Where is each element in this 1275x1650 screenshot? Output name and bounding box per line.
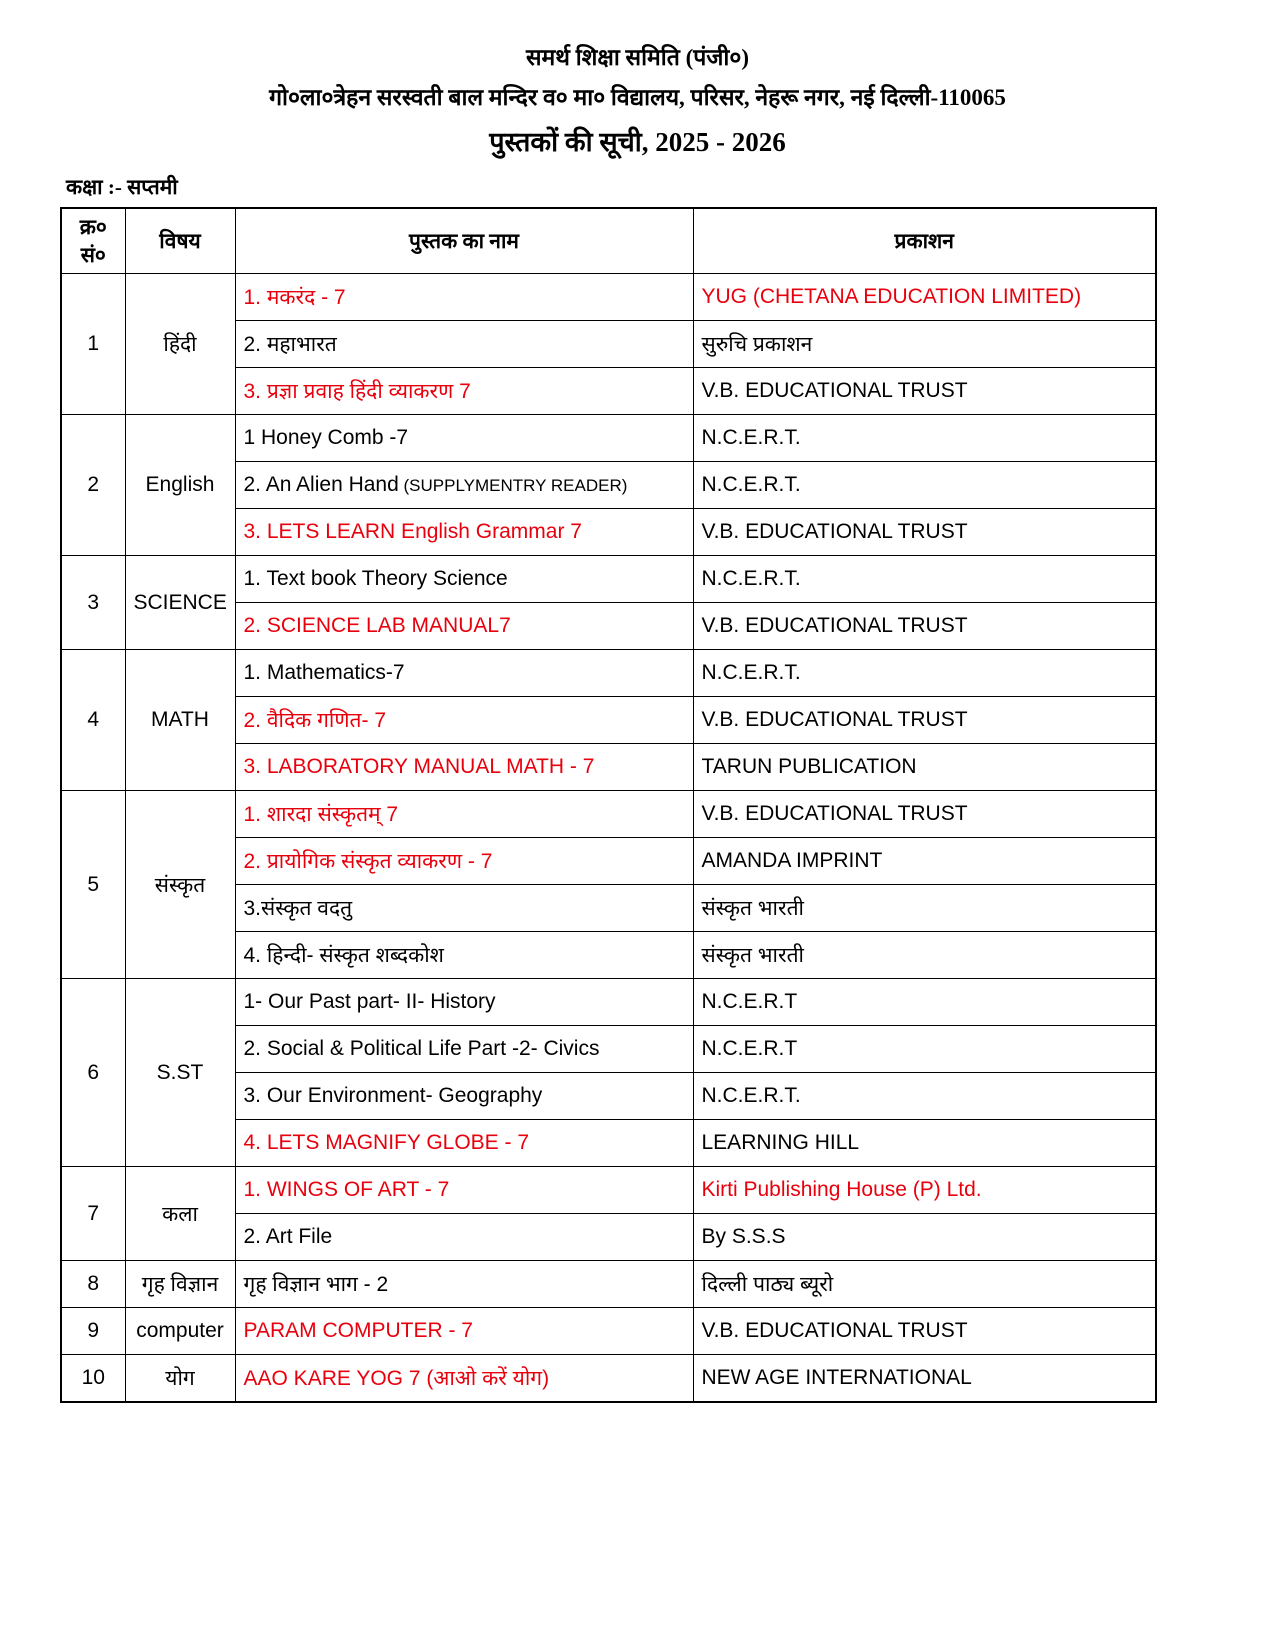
cell-book-name: 3.संस्कृत वदतु: [235, 885, 693, 932]
cell-publisher: संस्कृत भारती: [693, 932, 1156, 979]
cell-subject: हिंदी: [125, 274, 235, 415]
cell-serial-number: 7: [61, 1167, 125, 1261]
cell-subject: कला: [125, 1167, 235, 1261]
cell-subject: computer: [125, 1308, 235, 1355]
society-name: समर्थ शिक्षा समिति (पंजी०): [526, 45, 749, 70]
cell-book-name: 1. शारदा संस्कृतम् 7: [235, 791, 693, 838]
cell-publisher: By S.S.S: [693, 1214, 1156, 1261]
table-row: [61, 1308, 1156, 1355]
cell-publisher: N.C.E.R.T: [693, 1026, 1156, 1073]
document-title: पुस्तकों की सूची, 2025 - 2026: [489, 127, 786, 157]
cell-subject: MATH: [125, 650, 235, 791]
cell-book-name: 2. प्रायोगिक संस्कृत व्याकरण - 7: [235, 838, 693, 885]
table-body: [61, 274, 1156, 1403]
cell-publisher: N.C.E.R.T.: [693, 556, 1156, 603]
cell-subject: SCIENCE: [125, 556, 235, 650]
cell-subject: S.ST: [125, 979, 235, 1167]
cell-book-name: [235, 462, 693, 509]
cell-book-name: 4. हिन्दी- संस्कृत शब्दकोश: [235, 932, 693, 979]
cell-book-name: 2. महाभारत: [235, 321, 693, 368]
cell-book-name: 2. Social & Political Life Part -2- Civics: [235, 1026, 693, 1073]
cell-book-name: AAO KARE YOG 7 (आओ करें योग): [235, 1355, 693, 1403]
cell-publisher: N.C.E.R.T: [693, 979, 1156, 1026]
table-row: [61, 979, 1156, 1026]
cell-publisher: Kirti Publishing House (P) Ltd.: [693, 1167, 1156, 1214]
cell-publisher: LEARNING HILL: [693, 1120, 1156, 1167]
cell-publisher: N.C.E.R.T.: [693, 1073, 1156, 1120]
cell-book-name: 3. Our Environment- Geography: [235, 1073, 693, 1120]
cell-book-name: 3. LABORATORY MANUAL MATH - 7: [235, 744, 693, 791]
cell-subject: संस्कृत: [125, 791, 235, 979]
cell-subject: English: [125, 415, 235, 556]
cell-serial-number: 9: [61, 1308, 125, 1355]
cell-publisher: N.C.E.R.T.: [693, 650, 1156, 697]
cell-publisher: सुरुचि प्रकाशन: [693, 321, 1156, 368]
cell-serial-number: 2: [61, 415, 125, 556]
cell-publisher: दिल्ली पाठ्य ब्यूरो: [693, 1261, 1156, 1308]
cell-book-name: PARAM COMPUTER - 7: [235, 1308, 693, 1355]
cell-book-name: 3. LETS LEARN English Grammar 7: [235, 509, 693, 556]
cell-book-name: 1. Text book Theory Science: [235, 556, 693, 603]
cell-book-name: 2. वैदिक गणित- 7: [235, 697, 693, 744]
cell-publisher: V.B. EDUCATIONAL TRUST: [693, 368, 1156, 415]
cell-serial-number: 8: [61, 1261, 125, 1308]
table-row: [61, 274, 1156, 321]
cell-publisher: V.B. EDUCATIONAL TRUST: [693, 509, 1156, 556]
cell-serial-number: 4: [61, 650, 125, 791]
cell-publisher: NEW AGE INTERNATIONAL: [693, 1355, 1156, 1403]
cell-publisher: V.B. EDUCATIONAL TRUST: [693, 697, 1156, 744]
cell-serial-number: 5: [61, 791, 125, 979]
school-name: गो०ला०त्रेह‍न सरस्वती बाल मन्दिर व० मा० विद्यालय, परिसर, नेहरू नगर, नई दिल्ली-110065: [269, 85, 1006, 110]
cell-publisher: N.C.E.R.T.: [693, 462, 1156, 509]
book-name-text: 2. An Alien Hand: [243, 473, 399, 496]
column-header-publisher: प्रकाशन: [693, 208, 1156, 274]
cell-publisher: संस्कृत भारती: [693, 885, 1156, 932]
cell-book-name: 1. Mathematics-7: [235, 650, 693, 697]
cell-serial-number: 1: [61, 274, 125, 415]
cell-book-name: 1 Honey Comb -7: [235, 415, 693, 462]
cell-subject: गृह विज्ञान: [125, 1261, 235, 1308]
cell-book-name: 3. प्रज्ञा प्रवाह हिंदी व्याकरण 7: [235, 368, 693, 415]
cell-publisher: AMANDA IMPRINT: [693, 838, 1156, 885]
cell-publisher: N.C.E.R.T.: [693, 415, 1156, 462]
cell-serial-number: 3: [61, 556, 125, 650]
table-row: [61, 1167, 1156, 1214]
book-name-note: (SUPPLYMENTRY READER): [398, 476, 628, 495]
table-row: [61, 556, 1156, 603]
cell-publisher: YUG (CHETANA EDUCATION LIMITED): [693, 274, 1156, 321]
cell-publisher: V.B. EDUCATIONAL TRUST: [693, 791, 1156, 838]
document-header: [60, 40, 1215, 159]
cell-publisher: TARUN PUBLICATION: [693, 744, 1156, 791]
cell-book-name: 4. LETS MAGNIFY GLOBE - 7: [235, 1120, 693, 1167]
table-header-row: [61, 208, 1156, 274]
table-row: [61, 650, 1156, 697]
cell-publisher: V.B. EDUCATIONAL TRUST: [693, 603, 1156, 650]
cell-publisher: V.B. EDUCATIONAL TRUST: [693, 1308, 1156, 1355]
column-header-subject: विषय: [125, 208, 235, 274]
cell-subject: योग: [125, 1355, 235, 1403]
class-label: कक्षा :- सप्तमी: [66, 175, 178, 199]
table-row: [61, 791, 1156, 838]
column-header-book: पुस्तक का नाम: [235, 208, 693, 274]
cell-book-name: 2. SCIENCE LAB MANUAL7: [235, 603, 693, 650]
table-row: [61, 1261, 1156, 1308]
cell-serial-number: 10: [61, 1355, 125, 1403]
cell-serial-number: 6: [61, 979, 125, 1167]
cell-book-name: 1. मकरंद - 7: [235, 274, 693, 321]
cell-book-name: 1- Our Past part- II- History: [235, 979, 693, 1026]
book-list-table: [60, 207, 1157, 1403]
table-row: [61, 1355, 1156, 1403]
column-header-sno: क्र० सं०: [61, 208, 125, 274]
cell-book-name: 2. Art File: [235, 1214, 693, 1261]
cell-book-name: गृह विज्ञान भाग - 2: [235, 1261, 693, 1308]
table-row: [61, 415, 1156, 462]
cell-book-name: 1. WINGS OF ART - 7: [235, 1167, 693, 1214]
